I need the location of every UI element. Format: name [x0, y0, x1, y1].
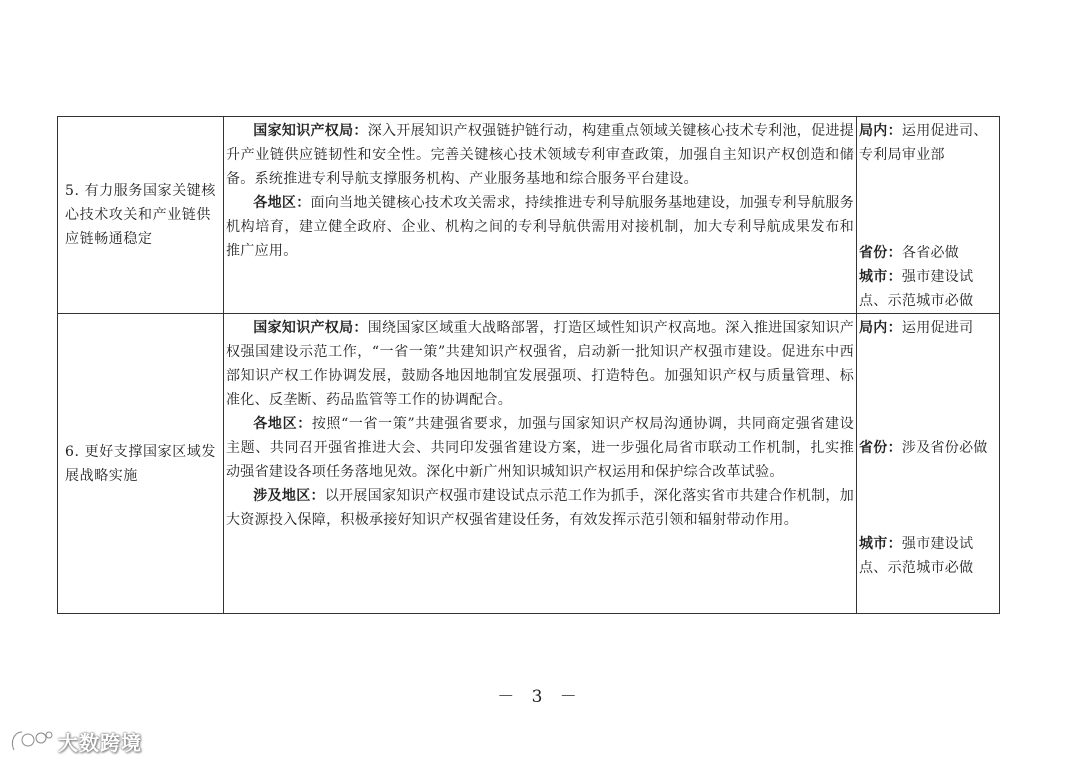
responsibility-text: 强市建设试点、示范城市必做	[859, 269, 974, 309]
measure-text: 深入开展知识产权强链护链行动，构建重点领域关键核心技术专利池，促进提升产业链供应链韧性和安全性。完善关键核心技术领域专利审查政策，加强自主知识产权创造和储备。系统推进专利导航支撑服务机构、产业服务基地和综合服务平台建设。	[226, 123, 854, 187]
measures-cell	[224, 117, 857, 314]
responsibility-entry	[859, 119, 998, 167]
responsibility-text: 涉及省份必做	[901, 440, 988, 456]
measure-lead: 国家知识产权局：	[253, 123, 368, 139]
measure-lead: 国家知识产权局：	[253, 320, 368, 336]
measure-lead: 各地区：	[253, 195, 311, 211]
measure-paragraph	[226, 484, 854, 532]
responsibility-lead: 城市：	[859, 536, 902, 552]
table-row	[58, 117, 1000, 314]
responsibility-entry	[859, 241, 998, 265]
responsibility-text: 运用促进司	[901, 320, 974, 336]
task-cell	[58, 117, 224, 314]
responsibility-entry	[859, 436, 998, 460]
measures-cell	[224, 314, 857, 614]
task-table	[57, 116, 1000, 614]
measure-text: 面向当地关键核心技术攻关需求，持续推进专利导航服务基地建设，加强专利导航服务机构培育，建立健全政府、企业、机构之间的专利导航供需用对接机制，加大专利导航成果发布和推广应用。	[226, 195, 854, 259]
measure-text: 以开展国家知识产权强市建设试点示范工作为抓手，深化落实省市共建合作机制，加大资源投入保障，积极承接好知识产权强省建设任务，有效发挥示范引领和辐射带动作用。	[226, 488, 854, 528]
responsibility-lead: 局内：	[859, 123, 902, 139]
measure-text: 围绕国家区域重大战略部署，打造区域性知识产权高地。深入推进国家知识产权强国建设示范工作，“一省一策”共建知识产权强省，启动新一批知识产权强市建设。促进东中西部知识产权工作协调发展，鼓励各地因地制宜发展强项、打造特色。加强知识产权与质量管理、标准化、反垄断、药品监管等工作的协调配合。	[226, 320, 854, 408]
responsibility-entry	[859, 265, 998, 313]
responsibility-lead: 局内：	[859, 320, 902, 336]
watermark-text: 大数跨境	[58, 730, 142, 755]
responsibility-lead: 城市：	[859, 269, 902, 285]
responsibility-text: 各省必做	[901, 245, 960, 261]
measure-paragraph	[226, 191, 854, 263]
responsibility-entry	[859, 316, 998, 340]
page-number: － 3 －	[497, 687, 583, 707]
measure-paragraph	[226, 119, 854, 191]
measure-lead: 各地区：	[253, 416, 312, 432]
responsibility-lead: 省份：	[859, 440, 902, 456]
responsibility-lead: 省份：	[859, 245, 902, 261]
measure-paragraph	[226, 316, 854, 412]
watermark-logo-icon	[8, 726, 54, 756]
responsibility-text: 强市建设试点、示范城市必做	[859, 536, 974, 576]
watermark	[8, 724, 142, 758]
task-cell	[58, 314, 224, 614]
measure-paragraph	[226, 412, 854, 484]
measure-text: 按照“一省一策”共建强省要求，加强与国家知识产权局沟通协调，共同商定强省建设主题、共同召开强省推进大会、共同印发强省建设方案，进一步强化局省市联动工作机制，扎实推动强省建设各项任务落地见效。深化中新广州知识城知识产权运用和保护综合改革试验。	[226, 416, 854, 480]
measure-lead: 涉及地区：	[253, 488, 325, 504]
responsibility-cell	[857, 314, 1000, 614]
responsibility-text: 运用促进司、专利局审业部	[859, 123, 988, 163]
responsibility-cell	[857, 117, 1000, 314]
task-label: 6. 更好支撑国家区域发展战略实施	[65, 443, 217, 484]
task-label: 5. 有力服务国家关键核心技术攻关和产业链供应链畅通稳定	[65, 183, 217, 247]
table-row	[58, 314, 1000, 614]
responsibility-entry	[859, 532, 998, 580]
